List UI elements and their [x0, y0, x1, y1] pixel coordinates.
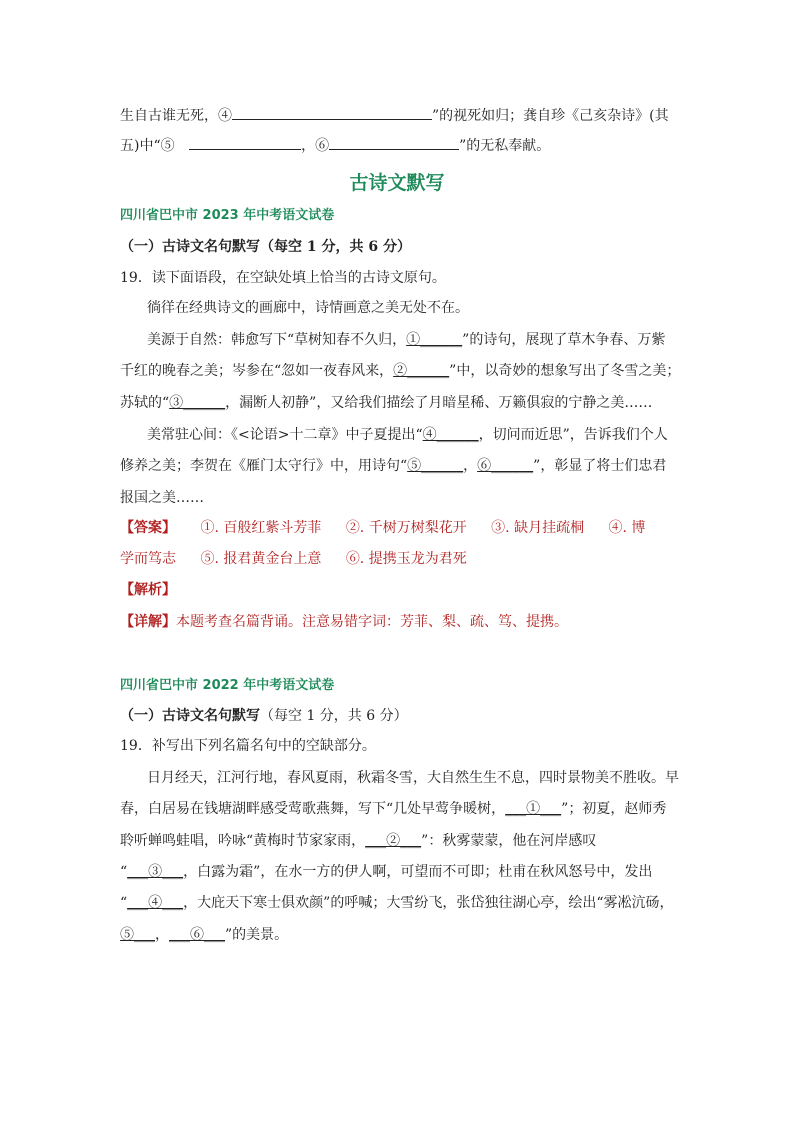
- text: 春，白居易在钱塘湖畔感受莺歌燕舞，写下“几处早莺争暖树，: [120, 801, 506, 817]
- text: 聆听蝉鸣蛙唱，吟咏“黄梅时节家家雨，: [120, 833, 366, 849]
- answer-blank-3: ③______: [169, 395, 226, 411]
- text: ，白露为霜”，在水一方的伊人啊，可望而不可即；杜甫在秋风怒号中，发出: [183, 864, 653, 880]
- fill-blank: [329, 133, 459, 150]
- section-heading: 古诗文默写: [349, 172, 445, 194]
- text: （一）古诗文名句默写: [120, 708, 260, 724]
- answer-blank-6: ⑥______: [477, 458, 534, 474]
- answer-item: ⑤. 报君黄金台上意: [200, 551, 322, 567]
- text: 修养之美；李贺在《雁门太守行》中，用诗句“: [120, 458, 408, 474]
- text: 生自古谁无死，④: [120, 108, 232, 124]
- paragraph-line: [120, 361, 680, 381]
- answer-blank-5: ⑤___: [120, 927, 155, 943]
- top-line-1: [120, 103, 669, 126]
- text: “: [120, 895, 128, 911]
- text: “: [120, 864, 128, 880]
- text: ，切问而近思”，告诉我们个人: [478, 427, 668, 443]
- answer-blank-1: ___①___: [505, 801, 562, 817]
- text: ”；初夏，赵师秀: [561, 801, 667, 817]
- text: ”中，以奇妙的想象写出了冬雪之美；: [449, 363, 681, 379]
- answer-item: ②. 千树万树梨花开: [345, 520, 467, 536]
- text: ”的视死如归；龚自珍《己亥杂诗》(其: [432, 108, 669, 124]
- text: ，漏断人初静”，又给我们描绘了月暗星稀、万籁俱寂的宁静之美……: [225, 395, 653, 411]
- detail-text: 本题考查名篇背诵。注意易错字词：芳菲、梨、疏、笃、提携。: [176, 614, 568, 630]
- text: ，⑥: [301, 138, 330, 154]
- answer-item: ⑥. 提携玉龙为君死: [345, 551, 467, 567]
- answer-line-1: [120, 518, 645, 538]
- text: ”的诗句，展现了草木争春、万紫: [462, 332, 666, 348]
- answer-item: ①. 百般红紫斗芳菲: [200, 520, 322, 536]
- paragraph-line: [120, 456, 666, 476]
- paragraph-line: [120, 799, 666, 819]
- text: ”的美景。: [225, 927, 289, 943]
- source-2023: 四川省巴中市 2023 年中考语文试卷: [120, 208, 335, 223]
- paragraph-line: [120, 893, 673, 913]
- detail-label: 【详解】: [120, 614, 176, 630]
- answer-blank-5: ⑤______: [407, 458, 464, 474]
- text: 美常驻心间：《<论语>十二章》中子夏提出“: [147, 427, 423, 443]
- paragraph-line: [147, 425, 668, 445]
- analysis-label: 【解析】: [120, 582, 176, 598]
- part-title-2023: （一）古诗文名句默写（每空 1 分，共 6 分）: [120, 239, 411, 255]
- fill-blank: [189, 133, 301, 150]
- part-title-2022: [120, 706, 408, 726]
- paragraph-line: 报国之美……: [120, 490, 204, 506]
- text: 美源于自然：韩愈写下“草树知春不久归，: [147, 332, 407, 348]
- text: ”：秋雾蒙蒙，他在河岸感叹: [421, 833, 597, 849]
- answer-blank-2: ___②___: [365, 833, 422, 849]
- answer-blank-4: ___④___: [127, 895, 184, 911]
- answer-blank-3: ___③___: [127, 864, 184, 880]
- text: 千红的晚春之美；岑参在“忽如一夜春风来，: [120, 363, 394, 379]
- answer-label: 【答案】: [120, 520, 176, 536]
- paragraph-line: [120, 393, 652, 413]
- text: ，: [463, 458, 478, 474]
- text: 五)中“⑤: [120, 138, 175, 154]
- answer-blank-6: ___⑥___: [169, 927, 225, 943]
- answer-item: 学而笃志: [120, 551, 176, 567]
- answer-blank-4: ④______: [422, 427, 479, 443]
- paragraph-line: 日月经天，江河行地，春风夏雨，秋霜冬雪，大自然生生不息，四时景物美不胜收。早: [147, 770, 679, 786]
- text: （每空 1 分，共 6 分）: [260, 708, 408, 724]
- paragraph-line: [120, 831, 596, 851]
- source-2022: 四川省巴中市 2022 年中考语文试卷: [120, 678, 335, 693]
- answer-item: ③. 缺月挂疏桐: [491, 520, 585, 536]
- question-19-2023: 19．读下面语段，在空缺处填上恰当的古诗文原句。: [120, 270, 446, 286]
- text: ”的无私奉献。: [459, 138, 551, 154]
- paragraph-line: [147, 330, 665, 350]
- paragraph-line: [120, 862, 652, 882]
- text: ”，彰显了将士们忠君: [533, 458, 667, 474]
- detail-line: [120, 612, 568, 632]
- question-19-2022: 19．补写出下列名篇名句中的空缺部分。: [120, 738, 376, 754]
- text: ，大庇天下寒士俱欢颜”的呼喊；大雪纷飞，张岱独往湖心亭，绘出“雾凇沆砀，: [183, 895, 674, 911]
- answer-blank-2: ②______: [393, 363, 450, 379]
- text: 苏轼的“: [120, 395, 170, 411]
- answer-item: ④. 博: [608, 520, 646, 536]
- answer-line-2: [120, 549, 467, 569]
- text: ，: [155, 927, 169, 943]
- answer-blank-1: ①______: [406, 332, 463, 348]
- paragraph-line: [120, 925, 288, 945]
- paragraph-line: 徜徉在经典诗文的画廊中，诗情画意之美无处不在。: [147, 300, 469, 316]
- fill-blank: [232, 103, 432, 120]
- top-line-2: [120, 133, 550, 156]
